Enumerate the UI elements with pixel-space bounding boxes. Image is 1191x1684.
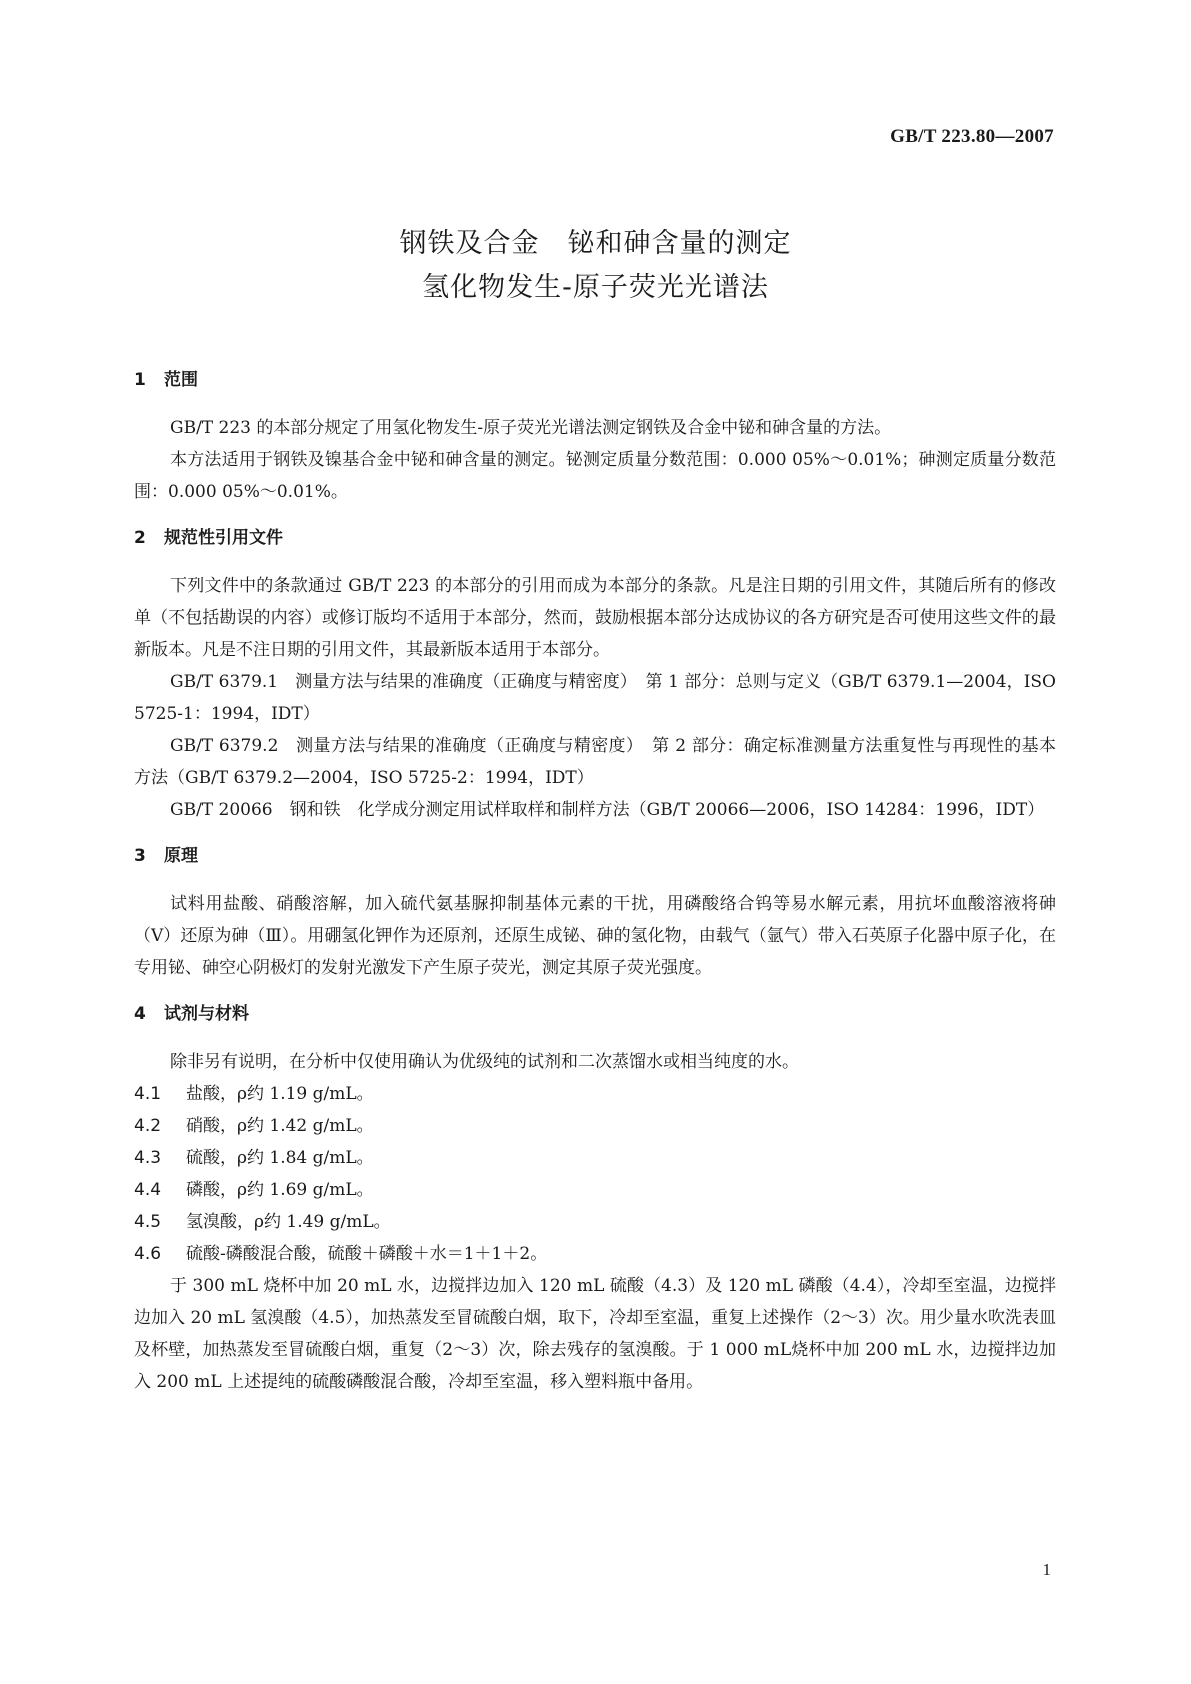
section-title: 试剂与材料 <box>164 1004 249 1024</box>
list-item <box>134 1174 1056 1206</box>
item-number: 4.3 <box>134 1148 162 1168</box>
list-item <box>134 1206 1056 1238</box>
paragraph: 下列文件中的条款通过 GB/T 223 的本部分的引用而成为本部分的条款。凡是注日期的引用文件，其随后所有的修改单（不包括勘误的内容）或修订版均不适用于本部分，然而，鼓励根据本部分达成协议的各方研究是否可使用这些文件的最新版本。凡是不注日期的引用文件，其最新版本适用于本部分。 <box>134 576 1056 660</box>
item-number: 4.6 <box>134 1244 162 1264</box>
section-3-heading <box>134 844 1056 868</box>
section-number: 1 <box>134 370 146 390</box>
list-item <box>134 1142 1056 1174</box>
paragraph: 于 300 mL 烧杯中加 20 mL 水，边搅拌边加入 120 mL 硫酸（4.3）及 120 mL 磷酸（4.4），冷却至室温，边搅拌边加入 20 mL 氢溴酸（4.5），加热蒸发至冒硫酸白烟，取下，冷却至室温，重复上述操作（2～3）次。用少量水吹洗表皿及杯壁，加热蒸发至冒硫酸白烟，重复（2～3）次，除去残存的氢溴酸。于 1 000 mL烧杯中加 200 mL 水，边搅拌边加入 200 mL 上述提纯的硫酸磷酸混合酸，冷却至室温，移入塑料瓶中备用。 <box>134 1276 1056 1392</box>
list-item <box>134 1078 1056 1110</box>
item-text: 磷酸，ρ约 1.69 g/mL。 <box>186 1180 374 1200</box>
section-title: 规范性引用文件 <box>164 528 283 548</box>
item-text: 硫酸，ρ约 1.84 g/mL。 <box>186 1148 374 1168</box>
item-text: 硫酸-磷酸混合酸，硫酸＋磷酸＋水＝1＋1＋2。 <box>186 1244 548 1264</box>
item-text: 盐酸，ρ约 1.19 g/mL。 <box>186 1084 374 1104</box>
section-4-heading <box>134 1002 1056 1026</box>
document-title <box>0 222 1191 310</box>
section-2-heading <box>134 526 1056 550</box>
section-number: 4 <box>134 1004 146 1024</box>
section-number: 2 <box>134 528 146 548</box>
section-1-heading <box>134 368 1056 392</box>
document-body <box>134 368 1056 1398</box>
item-number: 4.1 <box>134 1084 162 1104</box>
page-number: 1 <box>1042 1560 1051 1579</box>
section-title: 原理 <box>164 846 198 866</box>
paragraph: GB/T 223 的本部分规定了用氢化物发生-原子荧光光谱法测定钢铁及合金中铋和砷含量的方法。 <box>170 418 892 438</box>
reference-entry: GB/T 6379.2 测量方法与结果的准确度（正确度与精密度） 第 2 部分：确定标准测量方法重复性与再现性的基本方法（GB/T 6379.2—2004，ISO 5725-2：1994，IDT） <box>134 736 1056 788</box>
item-number: 4.4 <box>134 1180 162 1200</box>
item-text: 氢溴酸，ρ约 1.49 g/mL。 <box>186 1212 391 1232</box>
standard-number: GB/T 223.80—2007 <box>890 126 1054 147</box>
list-item <box>134 1238 1056 1270</box>
paragraph: 除非另有说明，在分析中仅使用确认为优级纯的试剂和二次蒸馏水或相当纯度的水。 <box>170 1052 799 1072</box>
list-item <box>134 1110 1056 1142</box>
item-number: 4.5 <box>134 1212 162 1232</box>
item-text: 硝酸，ρ约 1.42 g/mL。 <box>186 1116 374 1136</box>
paragraph: 试料用盐酸、硝酸溶解，加入硫代氨基脲抑制基体元素的干扰，用磷酸络合钨等易水解元素，用抗坏血酸溶液将砷（Ⅴ）还原为砷（Ⅲ）。用硼氢化钾作为还原剂，还原生成铋、砷的氢化物，由载气（氩气）带入石英原子化器中原子化，在专用铋、砷空心阴极灯的发射光激发下产生原子荧光，测定其原子荧光强度。 <box>134 894 1056 978</box>
reference-entry: GB/T 6379.1 测量方法与结果的准确度（正确度与精密度） 第 1 部分：总则与定义（GB/T 6379.1—2004，ISO 5725-1：1994，IDT） <box>134 672 1056 724</box>
section-title: 范围 <box>164 370 198 390</box>
title-line-1: 钢铁及合金 铋和砷含量的测定 <box>399 228 792 259</box>
reference-entry: GB/T 20066 钢和铁 化学成分测定用试样取样和制样方法（GB/T 20066—2006，ISO 14284：1996，IDT） <box>170 800 1045 820</box>
title-line-2: 氢化物发生-原子荧光光谱法 <box>422 272 769 303</box>
section-number: 3 <box>134 846 146 866</box>
paragraph: 本方法适用于钢铁及镍基合金中铋和砷含量的测定。铋测定质量分数范围：0.000 05%～0.01%；砷测定质量分数范围：0.000 05%～0.01%。 <box>134 450 1056 502</box>
item-number: 4.2 <box>134 1116 162 1136</box>
